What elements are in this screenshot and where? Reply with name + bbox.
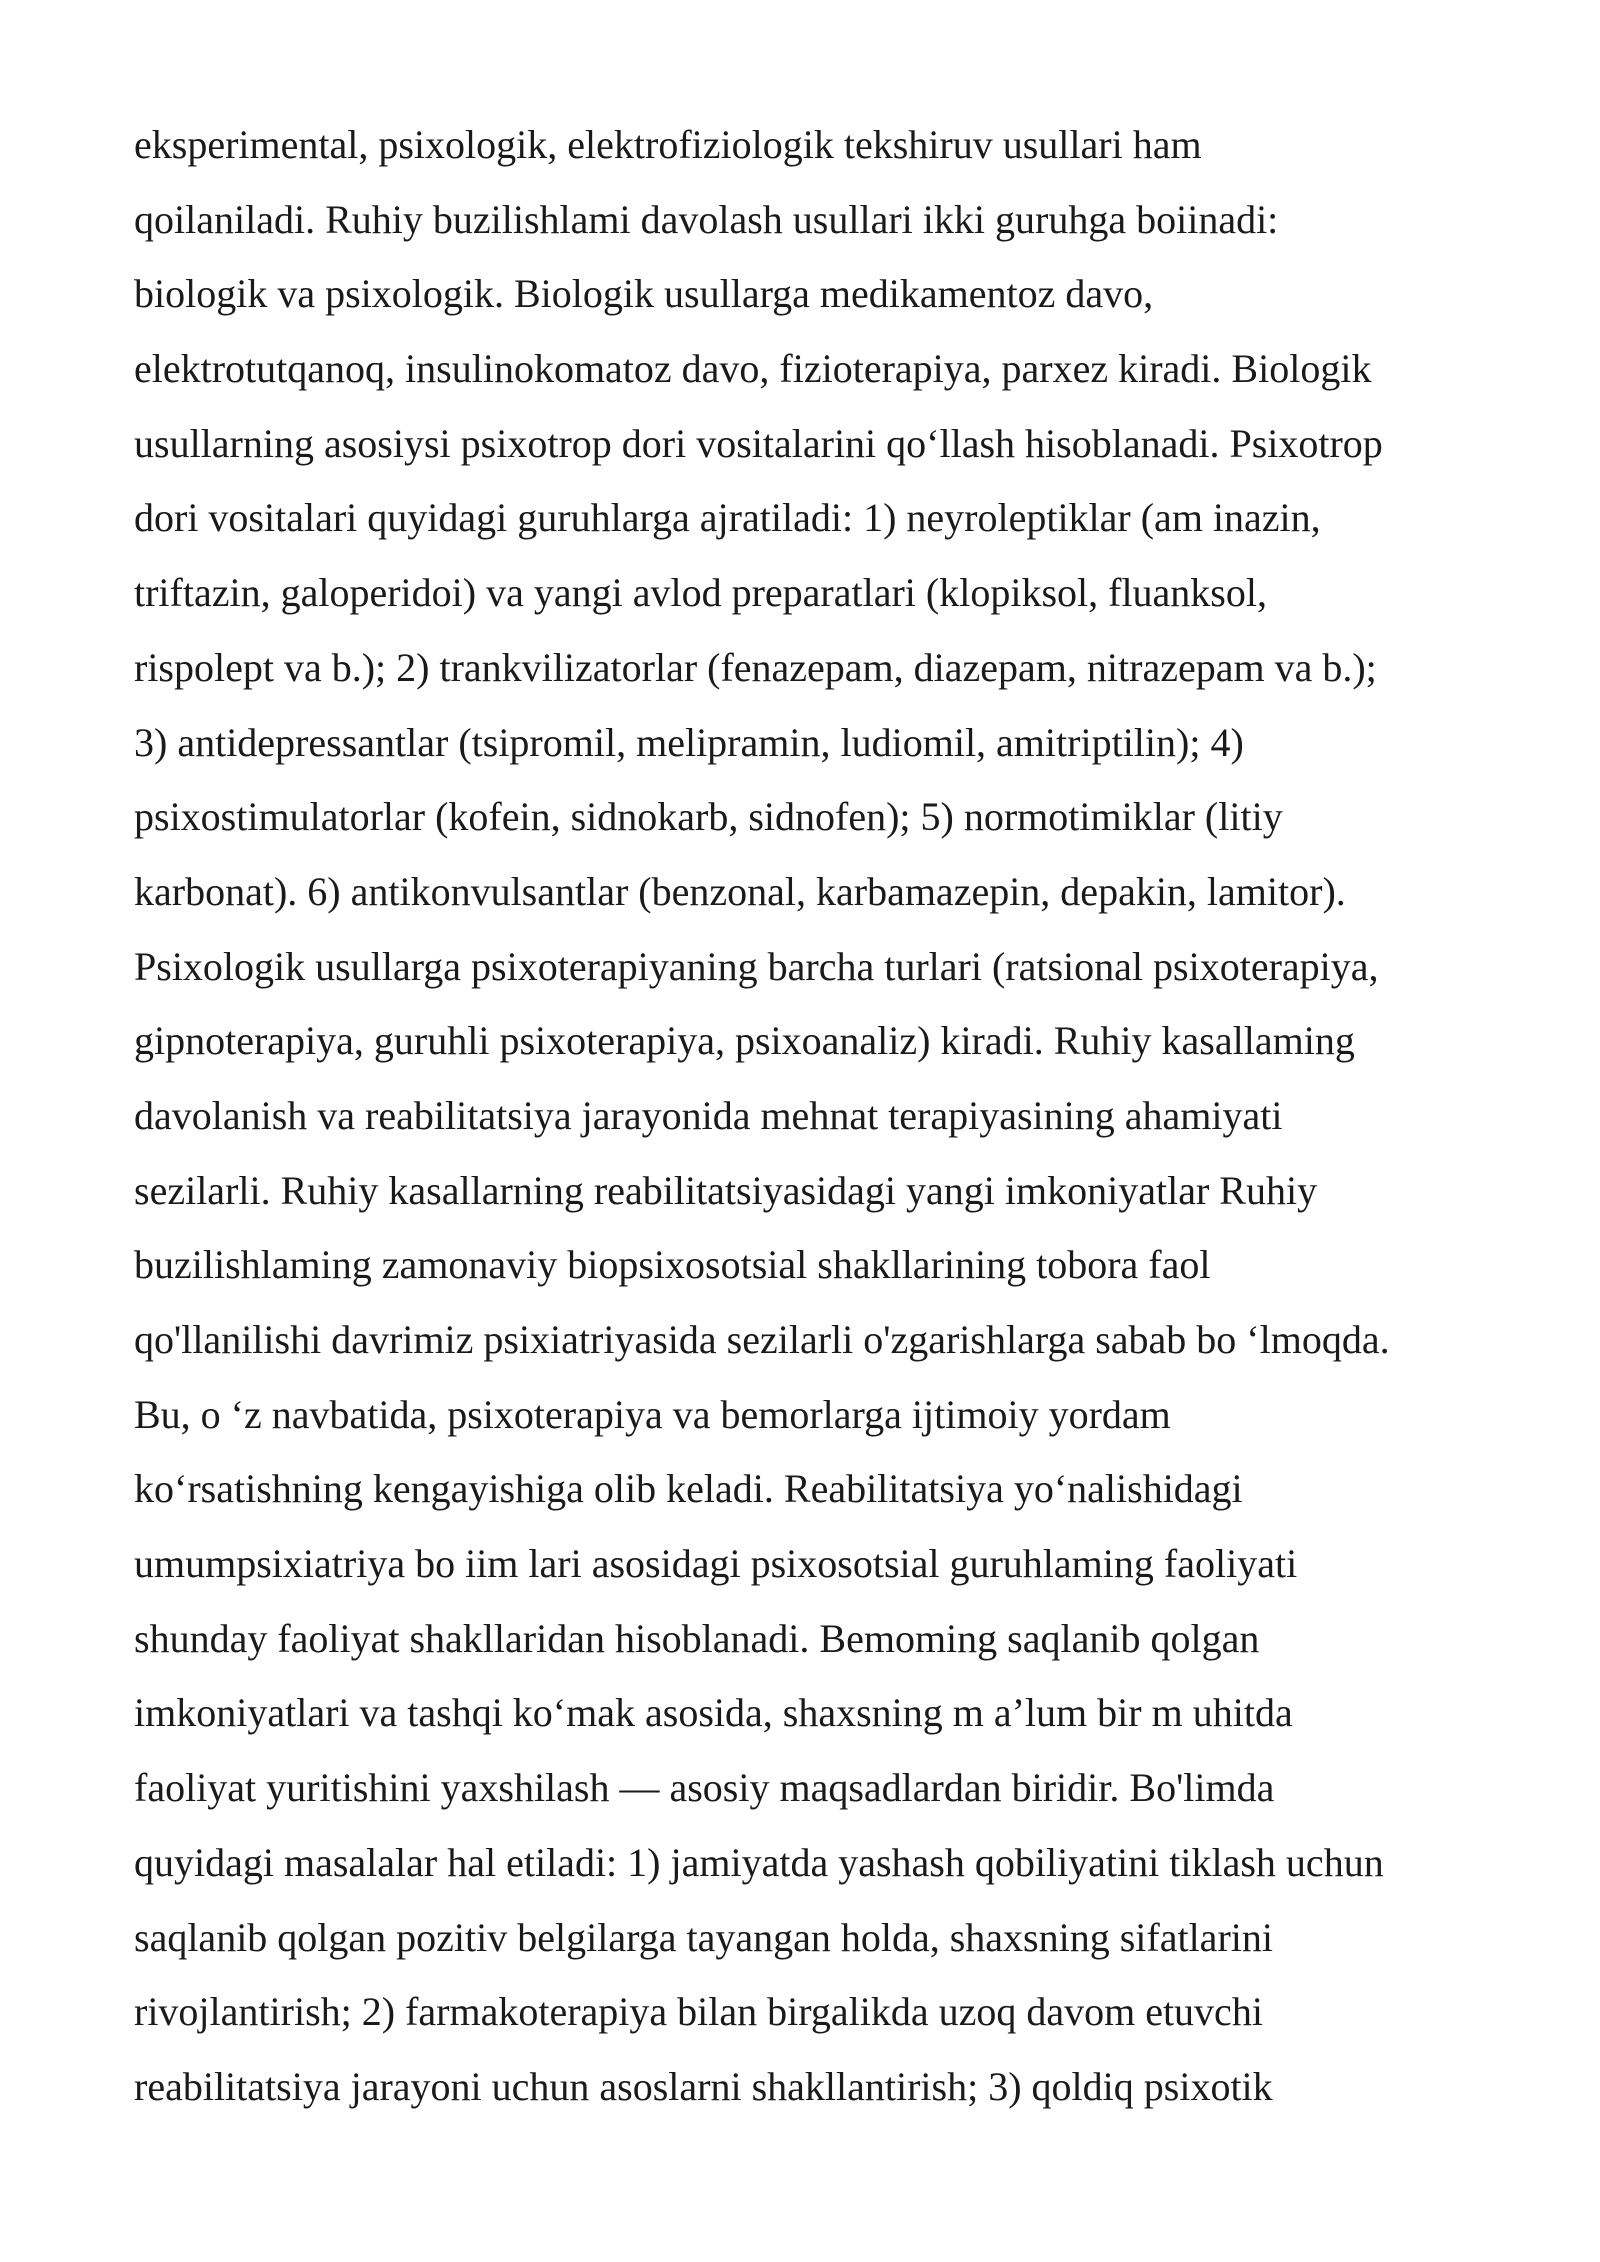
text-line: karbonat). 6) antikonvulsantlar (benzonal, karbamazepin, depakin, lamitor). [134, 868, 1346, 914]
text-line: gipnoterapiya, guruhli psixoterapiya, psixoanaliz) kiradi. Ruhiy kasallaming [134, 1018, 1355, 1064]
text-line: biologik va psixologik. Biologik usullarga medikamentoz davo, [134, 271, 1154, 317]
text-line: quyidagi masalalar hal etiladi: 1) jamiyatda yashash qobiliyatini tiklash uchun [134, 1839, 1384, 1885]
text-line: usullarning asosiysi psixotrop dori vositalarini qo‘llash hisoblanadi. Psixotrop [134, 420, 1383, 466]
text-line: Psixologik usullarga psixoterapiyaning barcha turlari (ratsional psixoterapiya, [134, 943, 1379, 989]
text-line: reabilitatsiya jarayoni uchun asoslarni shakllantirish; 3) qoldiq psixotik [134, 2063, 1273, 2109]
text-line: ko‘rsatishning kengayishiga olib keladi. Reabilitatsiya yo‘nalishidagi [134, 1466, 1243, 1512]
text-line: psixostimulatorlar (kofein, sidnokarb, sidnofen); 5) normotimiklar (litiy [134, 794, 1283, 840]
text-line: shunday faoliyat shakllaridan hisoblanadi. Bemoming saqlanib qolgan [134, 1615, 1260, 1661]
text-line: triftazin, galoperidoi) va yangi avlod preparatlari (klopiksol, fluanksol, [134, 570, 1267, 616]
text-line: 3) antidepressantlar (tsipromil, melipramin, ludiomil, amitriptilin); 4) [134, 719, 1244, 765]
text-line: imkoniyatlari va tashqi ko‘mak asosida, shaxsning m a’lum bir m uhitda [134, 1690, 1293, 1736]
text-line: elektrotutqanoq, insulinokomatoz davo, fizioterapiya, parxez kiradi. Biologik [134, 346, 1372, 392]
text-line: qoilaniladi. Ruhiy buzilishlami davolash usullari ikki guruhga boiinadi: [134, 196, 1279, 242]
text-line: sezilarli. Ruhiy kasallarning reabilitatsiyasidagi yangi imkoniyatlar Ruhiy [134, 1167, 1318, 1213]
text-line: buzilishlaming zamonaviy biopsixosotsial shakllarining tobora faol [134, 1242, 1211, 1288]
text-line: rivojlantirish; 2) farmakoterapiya bilan birgalikda uzoq davom etuvchi [134, 1989, 1263, 2035]
body-text [134, 108, 1534, 2125]
text-line: dori vositalari quyidagi guruhlarga ajratiladi: 1) neyroleptiklar (am inazin, [134, 495, 1321, 541]
text-line: faoliyat yuritishini yaxshilash — asosiy maqsadlardan biridir. Bo'limda [134, 1765, 1275, 1811]
text-line: davolanish va reabilitatsiya jarayonida mehnat terapiyasining ahamiyati [134, 1092, 1283, 1138]
text-line: eksperimental, psixologik, elektrofiziologik tekshiruv usullari ham [134, 122, 1202, 167]
text-line: rispolept va b.); 2) trankvilizatorlar (fenazepam, diazepam, nitrazepam va b.); [134, 644, 1377, 690]
text-line: Bu, o ‘z navbatida, psixoterapiya va bemorlarga ijtimoiy yordam [134, 1391, 1171, 1437]
text-line: qo'llanilishi davrimiz psixiatriyasida sezilarli o'zgarishlarga sabab bo ‘lmoqda. [134, 1317, 1390, 1362]
text-line: saqlanib qolgan pozitiv belgilarga tayangan holda, shaxsning sifatlarini [134, 1914, 1273, 1960]
text-line: umumpsixiatriya bo iim lari asosidagi psixosotsial guruhlaming faoliyati [134, 1541, 1298, 1587]
